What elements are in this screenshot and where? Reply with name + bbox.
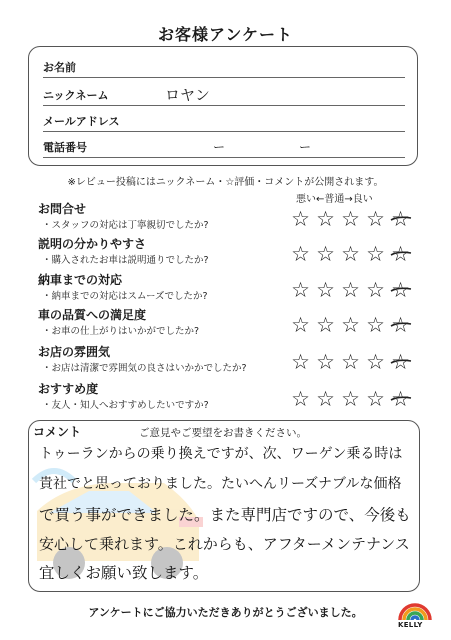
- nickname-row: [43, 85, 405, 106]
- question-description: ・お車の仕上がりはいかがでしたか?: [42, 326, 200, 337]
- star-icon[interactable]: ☆: [388, 315, 413, 336]
- star-rating: [288, 389, 413, 410]
- star-icon[interactable]: ☆: [341, 278, 360, 302]
- star-rating: [288, 352, 413, 373]
- star-icon[interactable]: ☆: [316, 350, 335, 374]
- star-icon[interactable]: ☆: [291, 278, 310, 302]
- selected-mark-icon: [390, 357, 412, 369]
- question-row: [38, 306, 418, 340]
- star-icon[interactable]: ☆: [316, 278, 335, 302]
- rating-scale-header: 悪い←普通→良い: [296, 194, 373, 205]
- selected-mark-icon: [390, 214, 412, 226]
- comment-line: 貴社でと思っておりました。たいへんリーズナブルな価格: [39, 476, 402, 492]
- question-description: ・スタッフの対応は丁寧親切でしたか?: [42, 220, 209, 231]
- nickname-value: ロヤン: [165, 86, 210, 104]
- star-icon[interactable]: ☆: [341, 313, 360, 337]
- star-icon[interactable]: ☆: [316, 242, 335, 266]
- kelly-logo-text: KELLY: [398, 621, 423, 629]
- question-title: 車の品質への満足度: [38, 308, 147, 322]
- question-row: [38, 200, 418, 234]
- phone-label: 電話番号: [43, 141, 87, 154]
- star-icon[interactable]: ☆: [341, 242, 360, 266]
- star-icon[interactable]: ☆: [316, 207, 335, 231]
- star-icon[interactable]: ☆: [388, 244, 413, 265]
- star-rating: [288, 280, 413, 301]
- star-icon[interactable]: ☆: [291, 313, 310, 337]
- question-description: ・納車までの対応はスムーズでしたか?: [42, 291, 208, 302]
- star-rating: [288, 315, 413, 336]
- question-row: [38, 235, 418, 269]
- star-icon[interactable]: ☆: [341, 350, 360, 374]
- selected-mark-icon: [390, 249, 412, 261]
- star-icon[interactable]: ☆: [388, 352, 413, 373]
- thank-you-footer: アンケートにご協力いただきありがとうございました。: [88, 606, 363, 619]
- email-label: メールアドレス: [43, 115, 120, 128]
- star-icon[interactable]: ☆: [341, 387, 360, 411]
- survey-title: お客様アンケート: [157, 25, 294, 44]
- star-icon[interactable]: ☆: [366, 278, 385, 302]
- star-icon[interactable]: ☆: [291, 242, 310, 266]
- star-icon[interactable]: ☆: [316, 387, 335, 411]
- email-row: [43, 111, 405, 132]
- comment-box: [28, 420, 420, 592]
- selected-mark-icon: [390, 285, 412, 297]
- question-title: お問合せ: [38, 202, 87, 216]
- star-rating: [288, 244, 413, 265]
- question-row: [38, 343, 418, 377]
- comment-prompt: ご意見やご要望をお書きください。: [139, 427, 307, 439]
- question-title: お店の雰囲気: [38, 345, 111, 359]
- star-icon[interactable]: ☆: [341, 207, 360, 231]
- question-description: ・友人・知人へおすすめしたいですか?: [42, 400, 209, 411]
- comment-heading: コメント: [33, 425, 82, 439]
- star-icon[interactable]: ☆: [366, 313, 385, 337]
- comment-line: で買う事ができました。また専門店ですので、今後も: [39, 506, 411, 524]
- kelly-rainbow-logo: [397, 596, 433, 622]
- star-icon[interactable]: ☆: [366, 387, 385, 411]
- question-description: ・お店は清潔で雰囲気の良さはいかかでしたか?: [42, 363, 247, 374]
- question-row: [38, 380, 418, 414]
- star-icon[interactable]: ☆: [291, 350, 310, 374]
- star-icon[interactable]: ☆: [366, 350, 385, 374]
- comment-line: 安心して乗れます。これからも、アフターメンテナンス: [39, 535, 410, 553]
- star-icon[interactable]: ☆: [291, 207, 310, 231]
- selected-mark-icon: [390, 394, 412, 406]
- comment-line: 宜しくお願い致します。: [39, 564, 209, 582]
- customer-info-box: [28, 46, 418, 166]
- star-icon[interactable]: ☆: [291, 387, 310, 411]
- star-icon[interactable]: ☆: [366, 207, 385, 231]
- star-icon[interactable]: ☆: [366, 242, 385, 266]
- question-row: [38, 271, 418, 305]
- star-icon[interactable]: ☆: [388, 389, 413, 410]
- question-title: おすすめ度: [38, 382, 99, 396]
- question-title: 納車までの対応: [38, 273, 123, 287]
- question-description: ・購入されたお車は説明通りでしたか?: [42, 255, 209, 266]
- publication-notice: ※レビュー投稿にはニックネーム・☆評価・コメントが公開されます。: [67, 177, 384, 188]
- comment-line: トゥーランからの乗り換えですが、次、ワーゲン乗る時は: [39, 446, 403, 462]
- star-icon[interactable]: ☆: [316, 313, 335, 337]
- phone-row: [43, 137, 405, 158]
- star-icon[interactable]: ☆: [388, 209, 413, 230]
- selected-mark-icon: [390, 320, 412, 332]
- phone-dash-2: ー: [299, 140, 312, 154]
- question-title: 説明の分かりやすさ: [38, 237, 147, 251]
- star-icon[interactable]: ☆: [388, 280, 413, 301]
- phone-dash-1: ー: [213, 140, 226, 154]
- nickname-label: ニックネーム: [43, 89, 109, 102]
- name-label: お名前: [43, 61, 76, 74]
- star-rating: [288, 209, 413, 230]
- name-row: [43, 57, 405, 78]
